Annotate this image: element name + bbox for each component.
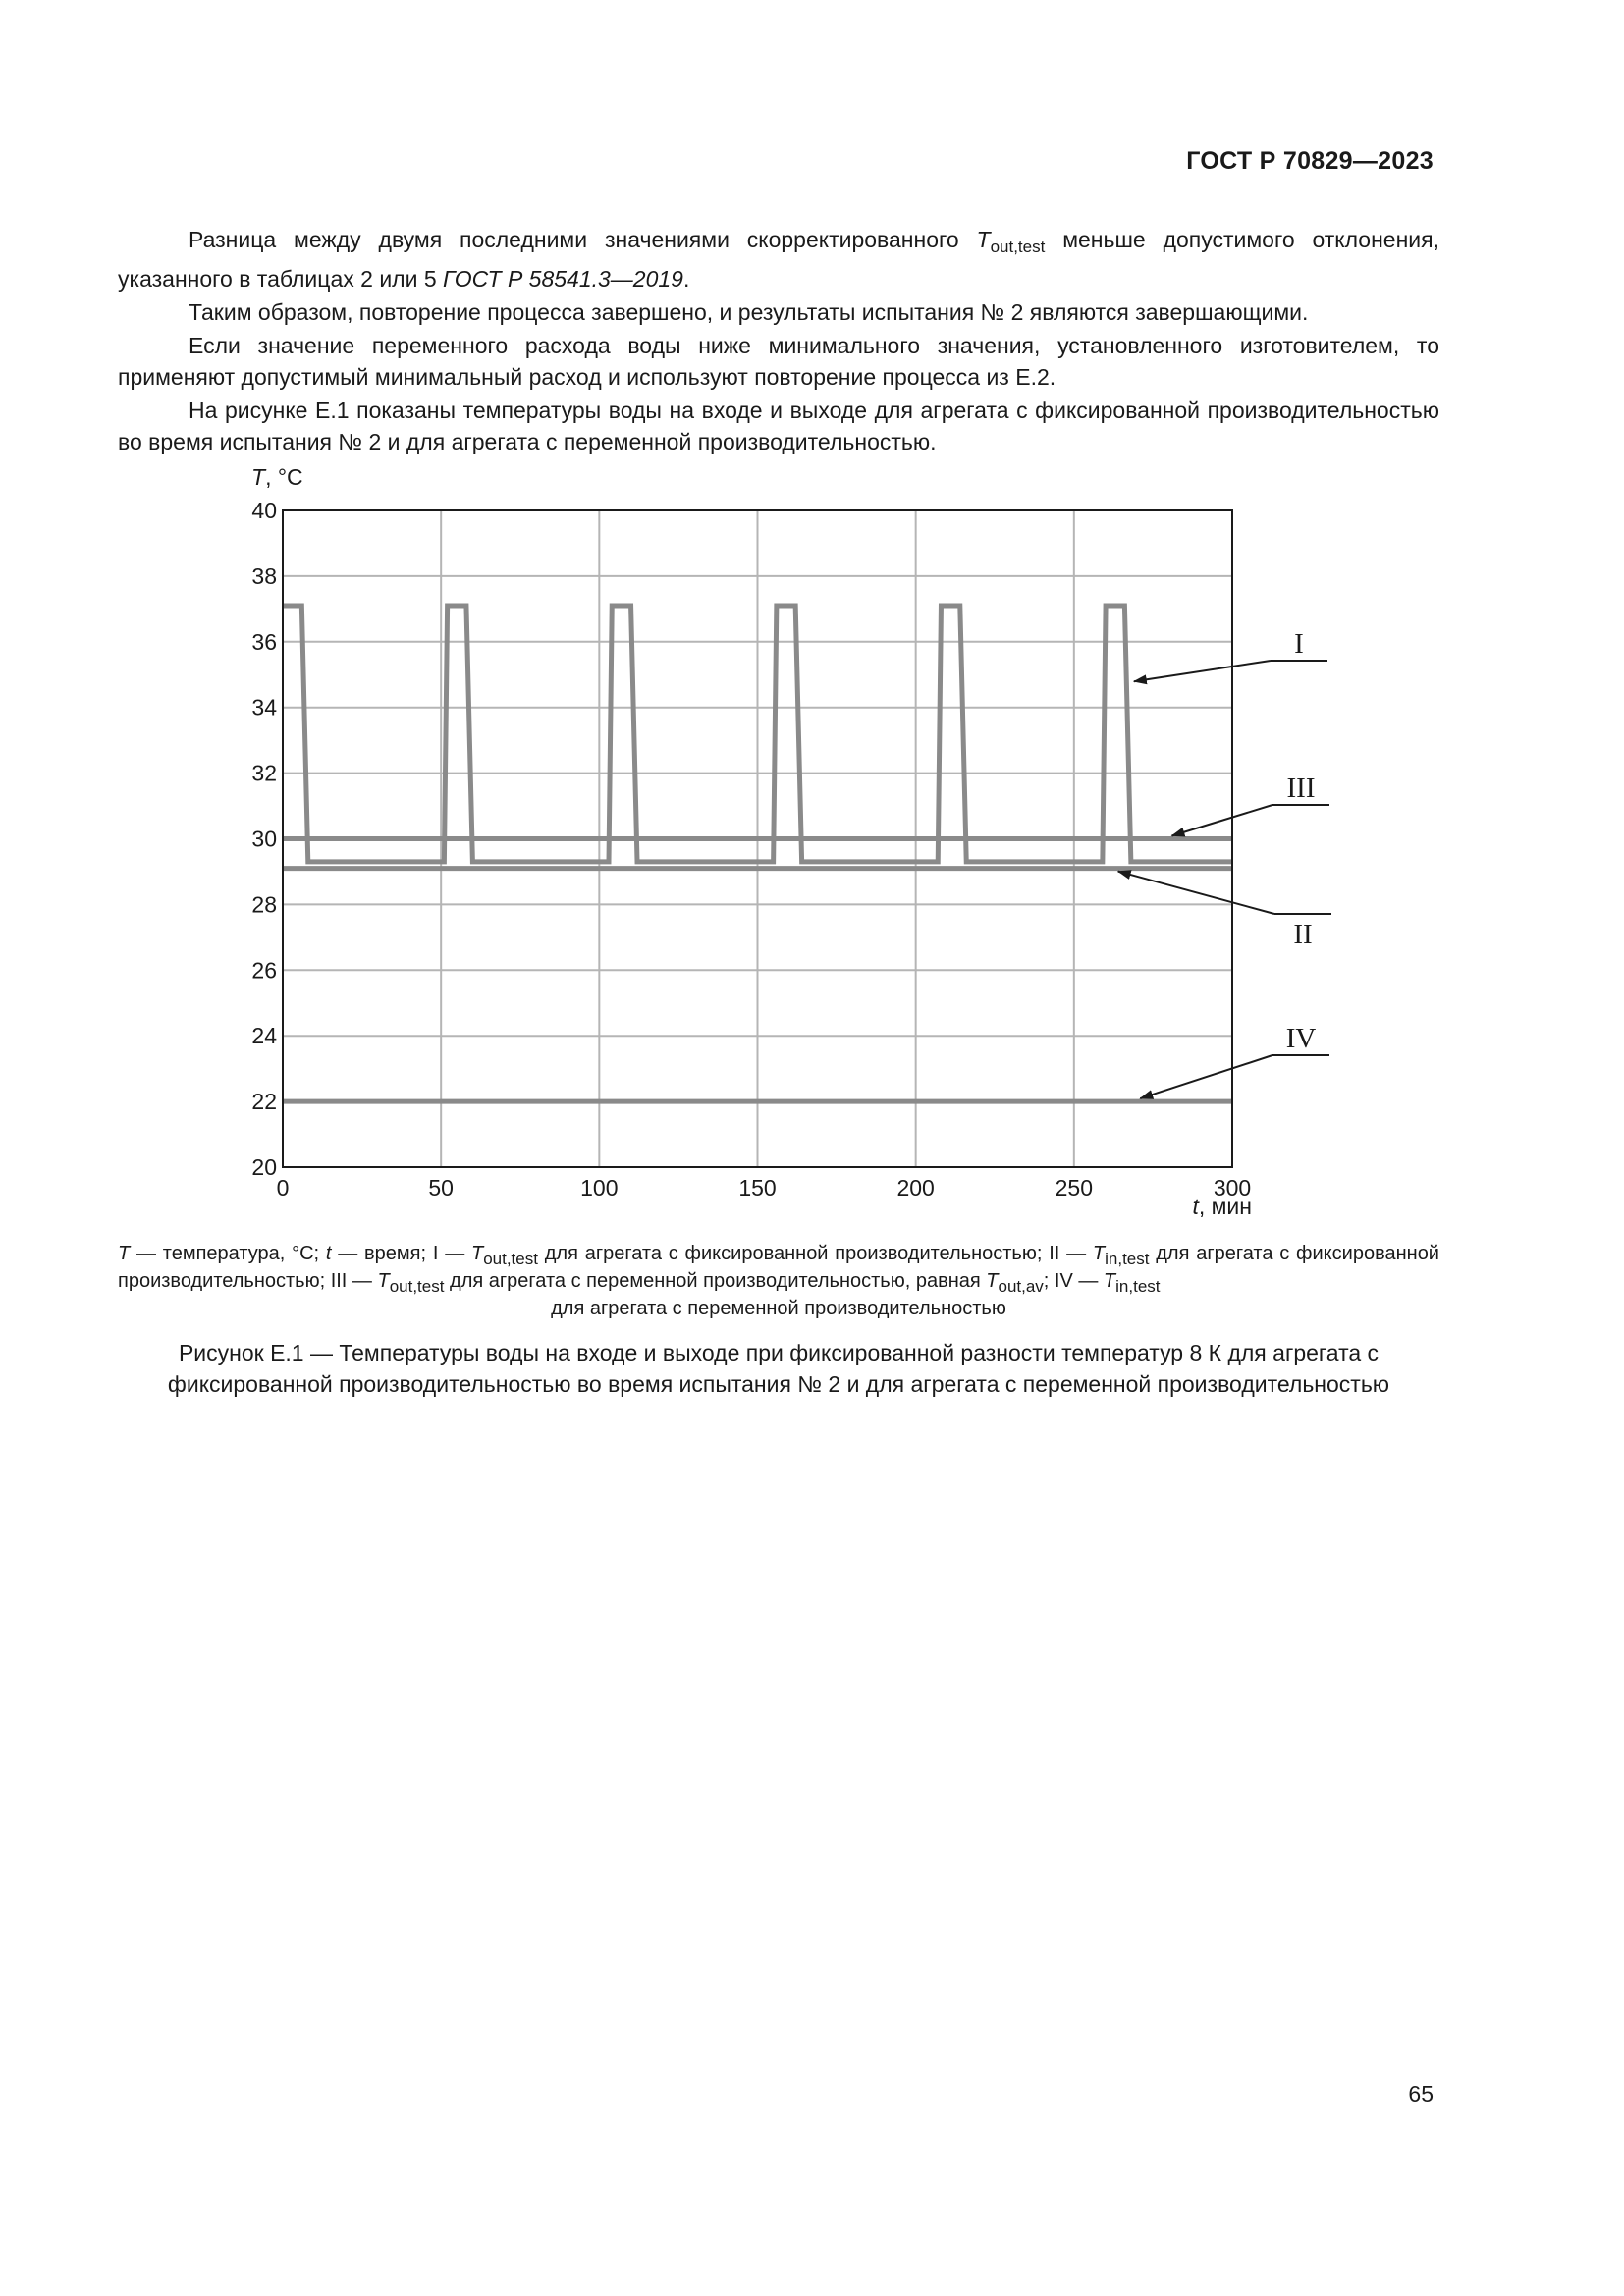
callout-arrow [1172, 805, 1272, 836]
x-tick-label: 50 [428, 1175, 454, 1201]
document-id: ГОСТ Р 70829—2023 [1186, 147, 1434, 175]
figure-legend: T — температура, °С; t — время; I — $T_{out,test}$ для агрегата с фиксированной производительностью; II — $T_{in,test}$ для агрегата с фиксированной производительностью; III — $T_{out,test}$ для агрегата с переменной производительностью, равная $T_{out,av}$; IV — $T_{in,test}$ для агрегата с переменной производительностью [118, 1243, 1439, 1319]
y-tick-label: 34 [251, 694, 277, 721]
x-tick-label: 300 [1213, 1175, 1252, 1201]
y-tick-label: 30 [251, 826, 277, 852]
callout-arrow [1118, 872, 1274, 914]
callout-label-iii: III [1286, 773, 1316, 804]
y-tick-label: 40 [251, 498, 277, 523]
paragraph-4: На рисунке Е.1 показаны температуры воды на входе и выходе для агрегата с фиксированной производительностью во время испытания № 2 и для агрегата с переменной производительностью. [118, 398, 1439, 454]
x-tick-label: 250 [1055, 1175, 1094, 1201]
x-axis-label: t, мин [1192, 1194, 1252, 1219]
figure-caption: Рисунок Е.1 — Температуры воды на входе и выходе при фиксированной разности температур 8 К для агрегата с фиксированной производительностью во время испытания № 2 и для агрегата с переменной производительностью [167, 1340, 1390, 1397]
callout-label-ii: II [1293, 919, 1313, 950]
y-tick-label: 26 [251, 957, 277, 984]
page-number: 65 [1408, 2081, 1434, 2107]
y-axis-label: T, °C [251, 464, 303, 490]
callout-label-iv: IV [1285, 1023, 1317, 1054]
y-tick-label: 22 [251, 1089, 277, 1115]
y-tick-label: 20 [251, 1154, 277, 1180]
x-tick-label: 0 [276, 1175, 290, 1201]
paragraph-2: Таким образом, повторение процесса завершено, и результаты испытания № 2 являются завершающими. [189, 299, 1309, 325]
y-tick-label: 38 [251, 562, 277, 589]
callout-arrow [1134, 661, 1271, 681]
y-tick-label: 24 [251, 1023, 277, 1049]
standard-reference: ГОСТ Р 58541.3—2019 [443, 266, 683, 292]
y-tick-label: 32 [251, 760, 277, 786]
x-tick-label: 100 [580, 1175, 619, 1201]
callout-arrow [1140, 1055, 1272, 1098]
paragraph-1: Разница между двумя последними значениями скорректированного $T_{out,test}$ меньше допустимого отклонения, указанного в таблицах 2 или 5 ГОСТ Р 58541.3—2019. [118, 227, 1439, 292]
callout-label-i: I [1294, 628, 1304, 660]
x-tick-label: 150 [738, 1175, 777, 1201]
y-tick-label: 36 [251, 628, 277, 655]
y-tick-label: 28 [251, 891, 277, 918]
paragraph-3: Если значение переменного расхода воды ниже минимального значения, установленного изготовителем, то применяют допустимый минимальный расход и используют повторение процесса из Е.2. [118, 333, 1439, 390]
x-tick-label: 200 [896, 1175, 935, 1201]
